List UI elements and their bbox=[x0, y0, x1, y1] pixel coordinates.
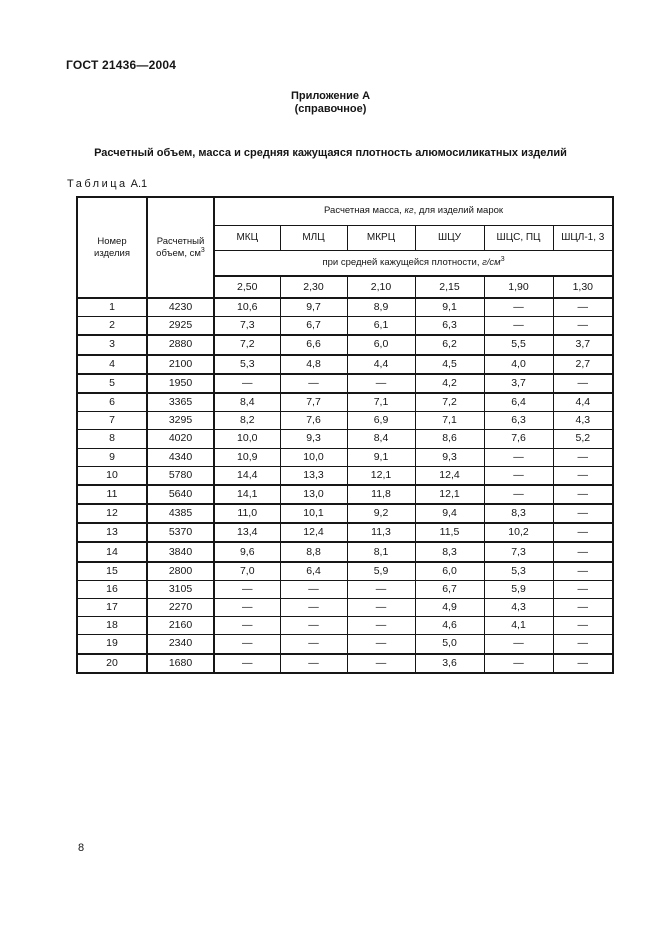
table-cell: 8,4 bbox=[214, 393, 280, 412]
table-cell: 9,7 bbox=[280, 298, 347, 317]
table-cell: 2340 bbox=[147, 635, 214, 654]
annex-note: (справочное) bbox=[294, 103, 367, 115]
table-row bbox=[77, 599, 613, 617]
table-cell: 6,3 bbox=[484, 412, 553, 430]
table-caption bbox=[67, 178, 147, 190]
table-row bbox=[77, 635, 613, 654]
table-cell: — bbox=[280, 374, 347, 393]
table-row bbox=[77, 542, 613, 561]
table-cell: — bbox=[553, 317, 613, 336]
table-cell: — bbox=[214, 654, 280, 673]
table-cell: 2800 bbox=[147, 562, 214, 581]
table-cell: 3365 bbox=[147, 393, 214, 412]
table-row bbox=[77, 412, 613, 430]
table-cell: 7,1 bbox=[347, 393, 415, 412]
header-cell-mark: ШЦУ bbox=[415, 225, 484, 250]
table-cell: 9,1 bbox=[415, 298, 484, 317]
table-cell: 12,1 bbox=[415, 485, 484, 504]
table-cell: 11,8 bbox=[347, 485, 415, 504]
table-row bbox=[77, 317, 613, 336]
table-cell: 4 bbox=[77, 355, 147, 374]
mass-suffix: , для изделий марок bbox=[413, 205, 504, 217]
volume-sup: 3 bbox=[200, 246, 205, 254]
table-cell: 16 bbox=[77, 580, 147, 598]
doc-number: ГОСТ 21436—2004 bbox=[66, 58, 177, 72]
page-title: Расчетный объем, масса и средняя кажущаяся плотность алюмосиликатных изделий bbox=[94, 147, 567, 159]
table-row bbox=[77, 580, 613, 598]
table-cell: 8,1 bbox=[347, 542, 415, 561]
table-cell: 17 bbox=[77, 599, 147, 617]
table-row bbox=[77, 298, 613, 317]
table-row bbox=[77, 654, 613, 673]
table-cell: 4,6 bbox=[415, 617, 484, 635]
table-cell: 2100 bbox=[147, 355, 214, 374]
table-cell: 4,2 bbox=[415, 374, 484, 393]
header-cell-mark: ШЦЛ-1, 3 bbox=[553, 225, 613, 250]
table-cell: — bbox=[347, 599, 415, 617]
table-cell: — bbox=[553, 562, 613, 581]
table-cell: 9,2 bbox=[347, 504, 415, 523]
header-cell-mark: МКЦ bbox=[214, 225, 280, 250]
table-cell: 4,5 bbox=[415, 355, 484, 374]
table-cell: — bbox=[553, 448, 613, 466]
table-cell: — bbox=[553, 599, 613, 617]
table-cell: 6,0 bbox=[415, 562, 484, 581]
table-cell: 12,4 bbox=[280, 523, 347, 542]
table-cell: 3,7 bbox=[484, 374, 553, 393]
table-cell: 5,9 bbox=[347, 562, 415, 581]
table-cell: 3295 bbox=[147, 412, 214, 430]
table-cell: 4230 bbox=[147, 298, 214, 317]
table-cell: 14,4 bbox=[214, 466, 280, 485]
table-cell: 8 bbox=[77, 430, 147, 448]
table-cell: — bbox=[553, 504, 613, 523]
table-cell: 8,9 bbox=[347, 298, 415, 317]
table-cell: — bbox=[553, 523, 613, 542]
header-cell-item-number: Номер изделия bbox=[77, 197, 147, 298]
table-cell: 5640 bbox=[147, 485, 214, 504]
table-cell: — bbox=[347, 580, 415, 598]
table-cell: 3840 bbox=[147, 542, 214, 561]
table-cell: 9,3 bbox=[415, 448, 484, 466]
table-cell: 8,3 bbox=[415, 542, 484, 561]
table-cell: 6 bbox=[77, 393, 147, 412]
table-cell: — bbox=[484, 317, 553, 336]
header-cell-density-value: 2,15 bbox=[415, 276, 484, 298]
table-cell: 5,0 bbox=[415, 635, 484, 654]
table-cell: 11,5 bbox=[415, 523, 484, 542]
table-cell: 11 bbox=[77, 485, 147, 504]
table-cell: 20 bbox=[77, 654, 147, 673]
table-cell: — bbox=[280, 617, 347, 635]
table-cell: 10,2 bbox=[484, 523, 553, 542]
table-cell: — bbox=[553, 298, 613, 317]
header-cell-density-value: 2,30 bbox=[280, 276, 347, 298]
table-cell: 4,1 bbox=[484, 617, 553, 635]
table-cell: 13,3 bbox=[280, 466, 347, 485]
table-row bbox=[77, 355, 613, 374]
table-row bbox=[77, 466, 613, 485]
table-cell: — bbox=[347, 654, 415, 673]
table-cell: 2880 bbox=[147, 335, 214, 354]
table-cell: 6,9 bbox=[347, 412, 415, 430]
table-row bbox=[77, 485, 613, 504]
table-cell: 9,3 bbox=[280, 430, 347, 448]
density-unit: г/см bbox=[482, 256, 501, 268]
table-cell: 11,3 bbox=[347, 523, 415, 542]
table-cell: 5,3 bbox=[484, 562, 553, 581]
table-cell: — bbox=[484, 654, 553, 673]
table-cell: 2925 bbox=[147, 317, 214, 336]
table-cell: 5,5 bbox=[484, 335, 553, 354]
table-cell: 3105 bbox=[147, 580, 214, 598]
table-row bbox=[77, 393, 613, 412]
table-cell: — bbox=[347, 617, 415, 635]
table-cell: 14 bbox=[77, 542, 147, 561]
table-cell: 10,6 bbox=[214, 298, 280, 317]
table-cell: 6,0 bbox=[347, 335, 415, 354]
table-cell: 8,8 bbox=[280, 542, 347, 561]
table-cell: — bbox=[214, 374, 280, 393]
table-cell: — bbox=[553, 617, 613, 635]
table-cell: 10,1 bbox=[280, 504, 347, 523]
table-cell: 12,4 bbox=[415, 466, 484, 485]
table-cell: 6,7 bbox=[280, 317, 347, 336]
annex-label: Приложение А bbox=[290, 90, 371, 102]
table-cell: 6,4 bbox=[484, 393, 553, 412]
table-cell: 8,6 bbox=[415, 430, 484, 448]
table-cell: — bbox=[484, 466, 553, 485]
table-cell: — bbox=[280, 654, 347, 673]
table-cell: 4385 bbox=[147, 504, 214, 523]
table-cell: — bbox=[214, 635, 280, 654]
page-number: 8 bbox=[78, 842, 85, 854]
table-cell: 5,3 bbox=[214, 355, 280, 374]
table-row bbox=[77, 335, 613, 354]
table-caption-number: А.1 bbox=[130, 178, 148, 190]
table-row bbox=[77, 430, 613, 448]
header-cell-mark: ШЦС, ПЦ bbox=[484, 225, 553, 250]
table-cell: — bbox=[553, 466, 613, 485]
annex-block bbox=[0, 90, 661, 116]
table-cell: 2160 bbox=[147, 617, 214, 635]
table-cell: 6,1 bbox=[347, 317, 415, 336]
table-cell: — bbox=[347, 635, 415, 654]
table-cell: 6,6 bbox=[280, 335, 347, 354]
header-cell-density-span bbox=[214, 250, 613, 276]
table-cell: 19 bbox=[77, 635, 147, 654]
header-cell-mass-span bbox=[214, 197, 613, 225]
table-cell: 10,0 bbox=[280, 448, 347, 466]
table-cell: 1 bbox=[77, 298, 147, 317]
table-cell: — bbox=[553, 485, 613, 504]
table-cell: 5,2 bbox=[553, 430, 613, 448]
table-cell: — bbox=[280, 635, 347, 654]
header-cell-density-value: 2,10 bbox=[347, 276, 415, 298]
table-cell: 5,9 bbox=[484, 580, 553, 598]
header-cell-density-value: 2,50 bbox=[214, 276, 280, 298]
table-cell: 6,4 bbox=[280, 562, 347, 581]
table-cell: — bbox=[347, 374, 415, 393]
density-prefix: при средней кажущейся плотности, bbox=[322, 256, 483, 268]
table-cell: 10,0 bbox=[214, 430, 280, 448]
table-cell: — bbox=[484, 298, 553, 317]
mass-unit: кг bbox=[404, 205, 414, 217]
table-cell: — bbox=[484, 448, 553, 466]
table-cell: 13,4 bbox=[214, 523, 280, 542]
table-cell: — bbox=[214, 617, 280, 635]
table-cell: 9,4 bbox=[415, 504, 484, 523]
table-cell: — bbox=[484, 485, 553, 504]
table-caption-label: Таблица bbox=[67, 178, 128, 190]
table-cell: 4,9 bbox=[415, 599, 484, 617]
table-cell: 4340 bbox=[147, 448, 214, 466]
table-row bbox=[77, 562, 613, 581]
table-cell: 14,1 bbox=[214, 485, 280, 504]
table-cell: 7,0 bbox=[214, 562, 280, 581]
table-cell: 7,3 bbox=[484, 542, 553, 561]
table-cell: 6,7 bbox=[415, 580, 484, 598]
table-cell: — bbox=[214, 580, 280, 598]
volume-label: Расчетный объем, см bbox=[156, 235, 205, 259]
table-row bbox=[77, 448, 613, 466]
table-cell: — bbox=[553, 374, 613, 393]
table-cell: 7,2 bbox=[214, 335, 280, 354]
data-table bbox=[76, 196, 614, 674]
table-cell: — bbox=[280, 580, 347, 598]
table-cell: 7,7 bbox=[280, 393, 347, 412]
table-cell: 12,1 bbox=[347, 466, 415, 485]
table-cell: 9,1 bbox=[347, 448, 415, 466]
table-row bbox=[77, 617, 613, 635]
table-cell: — bbox=[484, 635, 553, 654]
table-cell: 8,3 bbox=[484, 504, 553, 523]
table-cell: 11,0 bbox=[214, 504, 280, 523]
table-cell: 4,0 bbox=[484, 355, 553, 374]
table-row bbox=[77, 374, 613, 393]
table-body bbox=[77, 298, 613, 673]
table-cell: 4,3 bbox=[553, 412, 613, 430]
header-cell-mark: МЛЦ bbox=[280, 225, 347, 250]
header-cell-density-value: 1,90 bbox=[484, 276, 553, 298]
table-cell: 10,9 bbox=[214, 448, 280, 466]
mass-prefix: Расчетная масса, bbox=[324, 205, 405, 217]
table-cell: 15 bbox=[77, 562, 147, 581]
table-cell: 3,7 bbox=[553, 335, 613, 354]
table-cell: 9 bbox=[77, 448, 147, 466]
table-cell: 18 bbox=[77, 617, 147, 635]
table-cell: 7,1 bbox=[415, 412, 484, 430]
table-cell: 5370 bbox=[147, 523, 214, 542]
table-cell: — bbox=[553, 654, 613, 673]
table-cell: — bbox=[553, 542, 613, 561]
table-cell: 7,6 bbox=[484, 430, 553, 448]
density-sup: 3 bbox=[500, 255, 505, 263]
table-cell: 7,2 bbox=[415, 393, 484, 412]
header-cell-mark: МКРЦ bbox=[347, 225, 415, 250]
table-cell: 4020 bbox=[147, 430, 214, 448]
header-cell-volume bbox=[147, 197, 214, 298]
table-cell: 3,6 bbox=[415, 654, 484, 673]
table-cell: — bbox=[280, 599, 347, 617]
table-cell: 9,6 bbox=[214, 542, 280, 561]
table-header bbox=[77, 197, 613, 298]
table-row bbox=[77, 504, 613, 523]
header-row-mass bbox=[77, 197, 613, 225]
table-cell: 5 bbox=[77, 374, 147, 393]
table-cell: 13,0 bbox=[280, 485, 347, 504]
table-cell: 7 bbox=[77, 412, 147, 430]
table-cell: 4,4 bbox=[553, 393, 613, 412]
table-cell: 2 bbox=[77, 317, 147, 336]
table-cell: 7,3 bbox=[214, 317, 280, 336]
table-cell: 4,8 bbox=[280, 355, 347, 374]
table-cell: 13 bbox=[77, 523, 147, 542]
table-cell: — bbox=[553, 580, 613, 598]
table-cell: 8,2 bbox=[214, 412, 280, 430]
table-cell: 3 bbox=[77, 335, 147, 354]
table-cell: 12 bbox=[77, 504, 147, 523]
table-cell: 8,4 bbox=[347, 430, 415, 448]
table-cell: 5780 bbox=[147, 466, 214, 485]
table-cell: 6,2 bbox=[415, 335, 484, 354]
table-cell: 1680 bbox=[147, 654, 214, 673]
table-cell: 7,6 bbox=[280, 412, 347, 430]
table-cell: — bbox=[553, 635, 613, 654]
table-cell: 2,7 bbox=[553, 355, 613, 374]
table-cell: 10 bbox=[77, 466, 147, 485]
table-cell: — bbox=[214, 599, 280, 617]
table-cell: 6,3 bbox=[415, 317, 484, 336]
header-cell-density-value: 1,30 bbox=[553, 276, 613, 298]
table-cell: 4,4 bbox=[347, 355, 415, 374]
table-row bbox=[77, 523, 613, 542]
table-cell: 1950 bbox=[147, 374, 214, 393]
table-cell: 2270 bbox=[147, 599, 214, 617]
table-cell: 4,3 bbox=[484, 599, 553, 617]
